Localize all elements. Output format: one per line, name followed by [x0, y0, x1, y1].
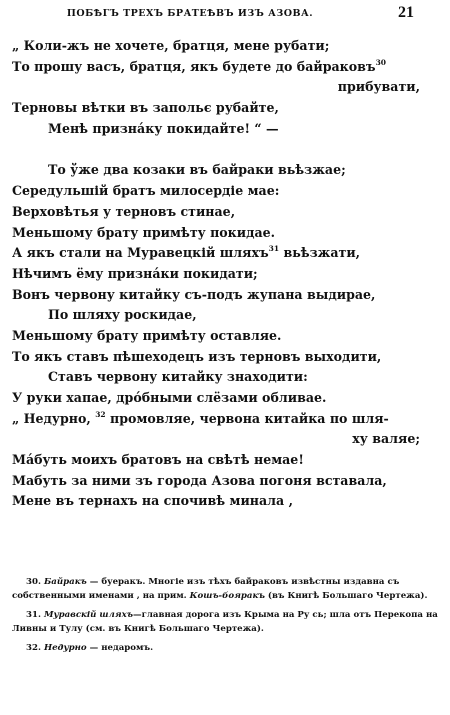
verse-line: У руки хапае, дрóбными слёзами обливае. — [12, 390, 327, 405]
verse-line: ху валяе; — [352, 431, 420, 447]
running-title: ПОБѢГЪ ТРЕХЪ БРАТЕѢВЪ ИЗЪ АЗОВА. — [66, 8, 314, 19]
verse-line: Мене въ тернахъ на спочивѣ минала , — [12, 493, 293, 509]
verse-line: Менѣ признáку покидайте! “ — — [48, 120, 279, 136]
verse-line: Меньшому брату примѣту покидае. — [12, 224, 276, 240]
verse-line: То якъ ставъ пѣшеходецъ изъ терновъ выходити, — [12, 348, 382, 364]
verse-line: Мабуть за ними зъ города Азова погоня вставала, — [12, 472, 387, 488]
verse-line: „ Коли-жъ не хочете, братця, мене рубати; — [12, 38, 330, 53]
verse-line: прибувати, — [337, 79, 420, 95]
verse-line: Нѣчимъ ёму признáки покидати; — [12, 265, 258, 281]
verse-line: Вонъ червону китайку съ-подъ жупана выдирае, — [12, 286, 376, 302]
verse-line: Меньшому брату примѣту оставляе. — [12, 327, 282, 343]
footnotes — [12, 575, 438, 659]
footnote-ref: 30 — [375, 57, 387, 67]
verse-line: Середульшій братъ милосердіе мае: — [12, 183, 280, 199]
verse-line: „ Недурно, $^{32}$ промовляе, червона китайка по шля- — [12, 409, 389, 426]
verse-line: Верховѣтья у терновъ стинае, — [12, 203, 236, 219]
page-number: 21 — [398, 4, 414, 21]
footnote-ref: 31 — [268, 244, 280, 254]
verse-line: По шляху роскидае, — [48, 307, 197, 323]
verse-line: А якъ стали на Муравецкій шляхъ$^{31}$ вьѣзжати, — [12, 244, 361, 261]
verse-line: Мáбуть моихъ братовъ на свѣтѣ немае! — [12, 452, 304, 468]
footnote-30: 30. Байракъ — буеракъ. Многіе изъ тѣхъ байраковъ извѣстны издавна съ собственными именами , на прим. Кошъ-бояракъ (въ Книгѣ Большаго Чертежа). — [12, 577, 428, 602]
footnote-31: 31. Муравскій шляхъ—главная дорога изъ Крыма на Ру сь; шла отъ Перекопа на Ливны и Тулу (см. въ Книгѣ Большаго Чертежа). — [12, 609, 438, 635]
verse-line: Ставъ червону китайку знаходити: — [48, 369, 308, 385]
verse-line: Терновы вѣтки въ запольє рубайте, — [12, 100, 279, 116]
footnote-ref: 32 — [95, 409, 106, 419]
verse-text — [12, 36, 432, 512]
verse-line: То прошу васъ, братця, якъ будете до байраковъ$^{30}$ — [12, 57, 387, 74]
verse-line: То ўже два козаки въ байраки вьѣзжае; — [48, 162, 346, 178]
footnote-32: 32. Недурно — недаромъ. — [26, 642, 154, 653]
